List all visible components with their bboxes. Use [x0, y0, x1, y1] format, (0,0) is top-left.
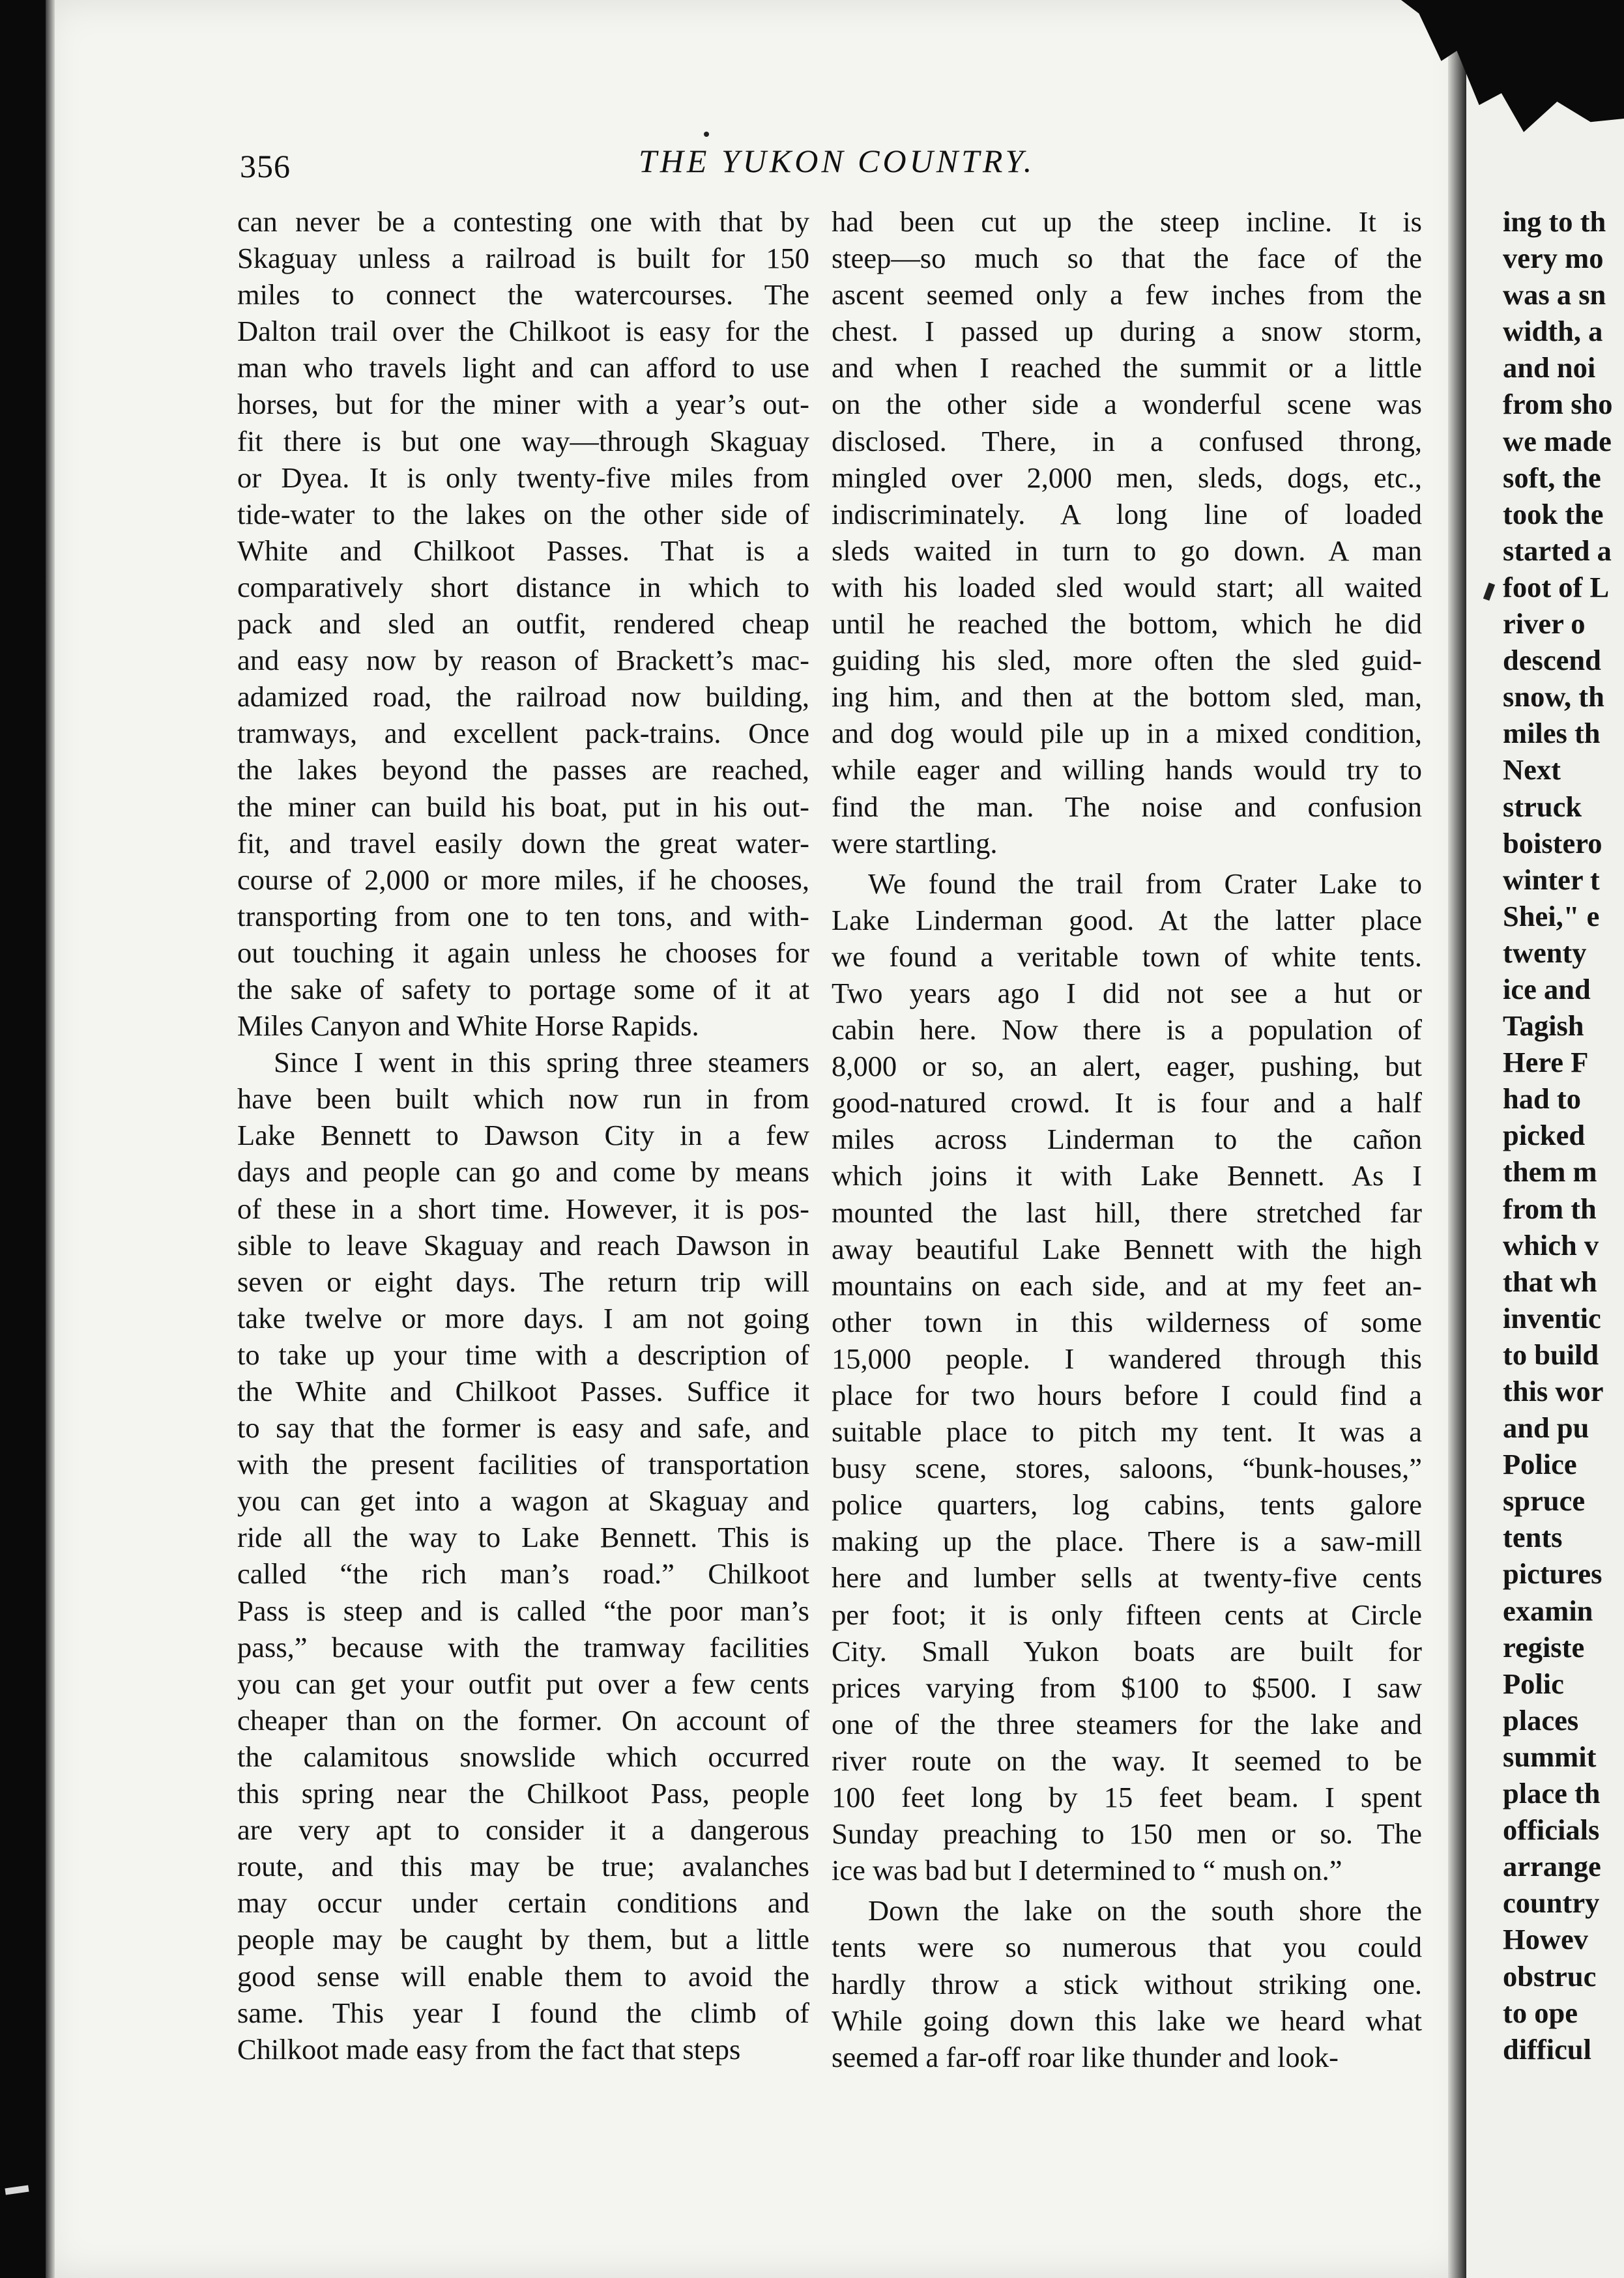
facing-text-line: inventic	[1503, 1301, 1601, 1334]
text-line: may occur under certain conditions and	[237, 1886, 809, 1920]
text-line: Sunday preaching to 150 men or so. The	[832, 1817, 1422, 1851]
text-line: here and lumber sells at twenty-five cents	[832, 1561, 1422, 1594]
text-line: to say that the former is easy and safe, and	[237, 1411, 809, 1445]
text-line: making up the place. There is a saw-mill	[832, 1525, 1422, 1558]
facing-text-line: examin	[1503, 1594, 1593, 1627]
facing-text-line: and pu	[1503, 1411, 1589, 1445]
facing-text-line: pictures	[1503, 1557, 1602, 1591]
text-line: per foot; it is only fifteen cents at Circle	[832, 1598, 1422, 1631]
facing-text-line: very mo	[1503, 242, 1604, 275]
page-number: 356	[240, 148, 291, 184]
text-line: fit, and travel easily down the great water-	[237, 826, 809, 859]
facing-text-line: Shei," e	[1503, 899, 1600, 932]
facing-text-line: to build	[1503, 1338, 1599, 1371]
text-line: while eager and willing hands would try to	[832, 753, 1422, 786]
facing-text-line: struck	[1503, 790, 1582, 823]
text-line: pack and sled an outfit, rendered cheap	[237, 607, 809, 641]
text-line: disclosed. There, in a confused throng,	[832, 424, 1422, 457]
text-line: to take up your time with a description of	[237, 1338, 809, 1371]
text-line: take twelve or more days. I am not going	[237, 1301, 809, 1334]
text-line: mounted the last hill, there stretched far	[832, 1196, 1422, 1229]
text-line: Lake Linderman good. At the latter place	[832, 903, 1422, 936]
facing-text-line: had to	[1503, 1082, 1581, 1116]
text-line: Down the lake on the south shore the	[868, 1894, 1422, 1927]
text-line: mountains on each side, and at my feet an-	[832, 1269, 1422, 1302]
text-line: White and Chilkoot Passes. That is a	[237, 534, 809, 567]
facing-text-line: obstruc	[1503, 1959, 1597, 1993]
facing-text-line: which v	[1503, 1228, 1599, 1262]
text-line: had been cut up the steep incline. It is	[832, 205, 1422, 238]
text-line: Miles Canyon and White Horse Rapids.	[237, 1009, 699, 1043]
facing-text-line: Howev	[1503, 1923, 1589, 1956]
text-line: 15,000 people. I wandered through this	[832, 1342, 1422, 1375]
facing-text-line: Police	[1503, 1448, 1577, 1481]
text-line: steep—so much so that the face of the	[832, 242, 1422, 275]
text-line: called “the rich man’s road.” Chilkoot	[237, 1557, 809, 1591]
text-line: We found the trail from Crater Lake to	[868, 867, 1422, 900]
text-line: miles across Linderman to the cañon	[832, 1123, 1422, 1156]
text-line: are very apt to consider it a dangerous	[237, 1813, 809, 1847]
text-line: chest. I passed up during a snow storm,	[832, 315, 1422, 348]
text-line: Chilkoot made easy from the fact that steps	[237, 2032, 741, 2066]
text-line: cheaper than on the former. On account of	[237, 1703, 809, 1737]
facing-text-line: river o	[1503, 607, 1586, 641]
text-line: fit there is but one way—through Skaguay	[237, 424, 809, 457]
facing-text-line: Here F	[1503, 1046, 1589, 1079]
facing-text-line: that wh	[1503, 1265, 1597, 1298]
text-line: river route on the way. It seemed to be	[832, 1744, 1422, 1777]
text-line: the calamitous snowslide which occurred	[237, 1740, 809, 1773]
text-line: until he reached the bottom, which he did	[832, 607, 1422, 641]
facing-text-line: difficul	[1503, 2032, 1591, 2066]
text-line: Pass is steep and is called “the poor man’s	[237, 1594, 809, 1627]
facing-text-line: soft, the	[1503, 461, 1601, 494]
text-line: and when I reached the summit or a little	[832, 351, 1422, 384]
text-line: While going down this lake we heard what	[832, 2004, 1422, 2037]
facing-text-line: snow, th	[1503, 680, 1604, 714]
facing-text-line: place th	[1503, 1777, 1601, 1810]
facing-text-line: Next	[1503, 753, 1561, 786]
facing-text-line: miles th	[1503, 717, 1601, 750]
scan-artifact	[5, 2185, 29, 2195]
text-line: tents were so numerous that you could	[832, 1931, 1422, 1964]
facing-text-line: tents	[1503, 1521, 1563, 1554]
text-line: seven or eight days. The return trip will	[237, 1265, 809, 1298]
text-line: other town in this wilderness of some	[832, 1305, 1422, 1338]
text-line: and dog would pile up in a mixed condition,	[832, 717, 1422, 750]
text-line: sible to leave Skaguay and reach Dawson in	[237, 1228, 809, 1262]
text-line: Skaguay unless a railroad is built for 150	[237, 242, 809, 275]
text-line: adamized road, the railroad now building,	[237, 680, 809, 714]
facing-text-line: boistero	[1503, 826, 1602, 859]
text-line: place for two hours before I could find a	[832, 1379, 1422, 1411]
facing-text-line: foot of L	[1503, 570, 1610, 603]
text-line: busy scene, stores, saloons, “bunk-houses,”	[832, 1452, 1422, 1485]
facing-text-line: descend	[1503, 644, 1601, 677]
facing-text-line: from sho	[1503, 388, 1613, 421]
text-line: ing him, and then at the bottom sled, man,	[832, 680, 1422, 714]
facing-text-line: country	[1503, 1886, 1600, 1920]
text-line: mingled over 2,000 men, sleds, dogs, etc.,	[832, 461, 1422, 494]
text-line: comparatively short distance in which to	[237, 570, 809, 603]
text-line: on the other side a wonderful scene was	[832, 388, 1422, 421]
facing-text-line: officials	[1503, 1813, 1600, 1847]
facing-text-line: registe	[1503, 1630, 1585, 1664]
text-line: pass,” because with the tramway facilities	[237, 1630, 809, 1664]
text-line: Lake Bennett to Dawson City in a few	[237, 1119, 809, 1152]
running-title: THE YUKON COUNTRY.	[639, 143, 1036, 179]
text-line: City. Small Yukon boats are built for	[832, 1634, 1422, 1667]
facing-text-line: to ope	[1503, 1996, 1578, 2029]
running-head	[240, 142, 1419, 188]
text-line: one of the three steamers for the lake and	[832, 1707, 1422, 1740]
text-line: suitable place to pitch my tent. It was a	[832, 1415, 1422, 1449]
text-line: you can get into a wagon at Skaguay and	[237, 1484, 809, 1518]
text-line: with the present facilities of transportation	[237, 1448, 809, 1481]
text-line: we found a veritable town of white tents.	[832, 940, 1422, 973]
text-line: which joins it with Lake Bennett. As I	[832, 1159, 1422, 1192]
text-line: tramways, and excellent pack-trains. Once	[237, 717, 809, 750]
text-line: transporting from one to ten tons, and with-	[237, 899, 809, 932]
left-text-column	[237, 203, 809, 2068]
text-line: of these in a short time. However, it is pos-	[237, 1192, 809, 1225]
facing-text-line: width, a	[1503, 315, 1603, 348]
facing-text-line: picked	[1503, 1119, 1586, 1152]
facing-text-line: spruce	[1503, 1484, 1586, 1518]
facing-text-line: from th	[1503, 1192, 1597, 1225]
text-line: good sense will enable them to avoid the	[237, 1959, 809, 1993]
text-line: away beautiful Lake Bennett with the high	[832, 1232, 1422, 1265]
facing-text-line: took the	[1503, 497, 1604, 530]
text-line: ride all the way to Lake Bennett. This is	[237, 1521, 809, 1554]
text-line: cabin here. Now there is a population of	[832, 1013, 1422, 1046]
facing-text-line: winter t	[1503, 863, 1600, 896]
text-line: Two years ago I did not see a hut or	[832, 976, 1422, 1009]
text-line: prices varying from $100 to $500. I saw	[832, 1671, 1422, 1704]
text-line: with his loaded sled would start; all waited	[832, 570, 1422, 603]
text-line: find the man. The noise and confusion	[832, 790, 1422, 823]
text-line: the White and Chilkoot Passes. Suffice it	[237, 1375, 809, 1407]
text-line: or Dyea. It is only twenty-five miles from	[237, 461, 809, 494]
text-line: Since I went in this spring three steamers	[274, 1046, 809, 1079]
facing-page-text	[1503, 203, 1624, 2068]
facing-text-line: arrange	[1503, 1850, 1601, 1883]
text-line: you can get your outfit put over a few cents	[237, 1667, 809, 1700]
text-line: 100 feet long by 15 feet beam. I spent	[832, 1781, 1422, 1814]
text-line: have been built which now run in from	[237, 1082, 809, 1116]
right-text-column	[832, 203, 1422, 2075]
text-line: the sake of safety to portage some of it at	[237, 972, 809, 1005]
text-line: out touching it again unless he chooses for	[237, 936, 809, 969]
text-line: sleds waited in turn to go down. A man	[832, 534, 1422, 567]
text-line: tide-water to the lakes on the other side of	[237, 497, 809, 530]
facing-text-line: this wor	[1503, 1375, 1604, 1407]
facing-text-line: places	[1503, 1703, 1579, 1737]
text-line: indiscriminately. A long line of loaded	[832, 497, 1422, 530]
text-line: can never be a contesting one with that by	[237, 205, 809, 238]
text-line: Dalton trail over the Chilkoot is easy for the	[237, 315, 809, 348]
text-line: were startling.	[832, 826, 998, 859]
text-line: course of 2,000 or more miles, if he chooses,	[237, 863, 809, 896]
facing-text-line: them m	[1503, 1155, 1597, 1189]
text-line: ascent seemed only a few inches from the	[832, 278, 1422, 311]
facing-text-line: twenty	[1503, 936, 1587, 969]
text-line: good-natured crowd. It is four and a half	[832, 1086, 1422, 1119]
facing-text-line: Tagish	[1503, 1009, 1584, 1043]
facing-text-line: we made	[1503, 424, 1612, 457]
facing-text-line: Polic	[1503, 1667, 1564, 1700]
text-line: route, and this may be true; avalanches	[237, 1850, 809, 1883]
text-line: guiding his sled, more often the sled guid-	[832, 644, 1422, 677]
facing-text-line: ice and	[1503, 972, 1591, 1005]
text-line: the miner can build his boat, put in his out-	[237, 790, 809, 823]
facing-text-line: summit	[1503, 1740, 1597, 1773]
text-line: the lakes beyond the passes are reached,	[237, 753, 809, 786]
ink-speck	[704, 132, 709, 137]
text-line: 8,000 or so, an alert, eager, pushing, but	[832, 1050, 1422, 1083]
text-line: seemed a far-off roar like thunder and look-	[832, 2040, 1339, 2073]
text-line: this spring near the Chilkoot Pass, people	[237, 1777, 809, 1810]
text-line: days and people can go and come by means	[237, 1155, 809, 1189]
text-line: miles to connect the watercourses. The	[237, 278, 809, 311]
facing-text-line: started a	[1503, 534, 1612, 567]
text-line: people may be caught by them, but a little	[237, 1923, 809, 1956]
text-line: hardly throw a stick without striking one.	[832, 1967, 1422, 2000]
text-line: same. This year I found the climb of	[237, 1996, 809, 2029]
text-line: man who travels light and can afford to use	[237, 351, 809, 384]
text-line: police quarters, log cabins, tents galore	[832, 1488, 1422, 1521]
text-line: ice was bad but I determined to “ mush on.”	[832, 1854, 1342, 1887]
page-edge-shadow	[46, 0, 55, 2278]
text-line: and easy now by reason of Brackett’s mac-	[237, 644, 809, 677]
facing-text-line: ing to th	[1503, 205, 1606, 238]
facing-text-line: and noi	[1503, 351, 1596, 384]
text-line: horses, but for the miner with a year’s out-	[237, 388, 809, 421]
facing-text-line: was a sn	[1503, 278, 1606, 311]
